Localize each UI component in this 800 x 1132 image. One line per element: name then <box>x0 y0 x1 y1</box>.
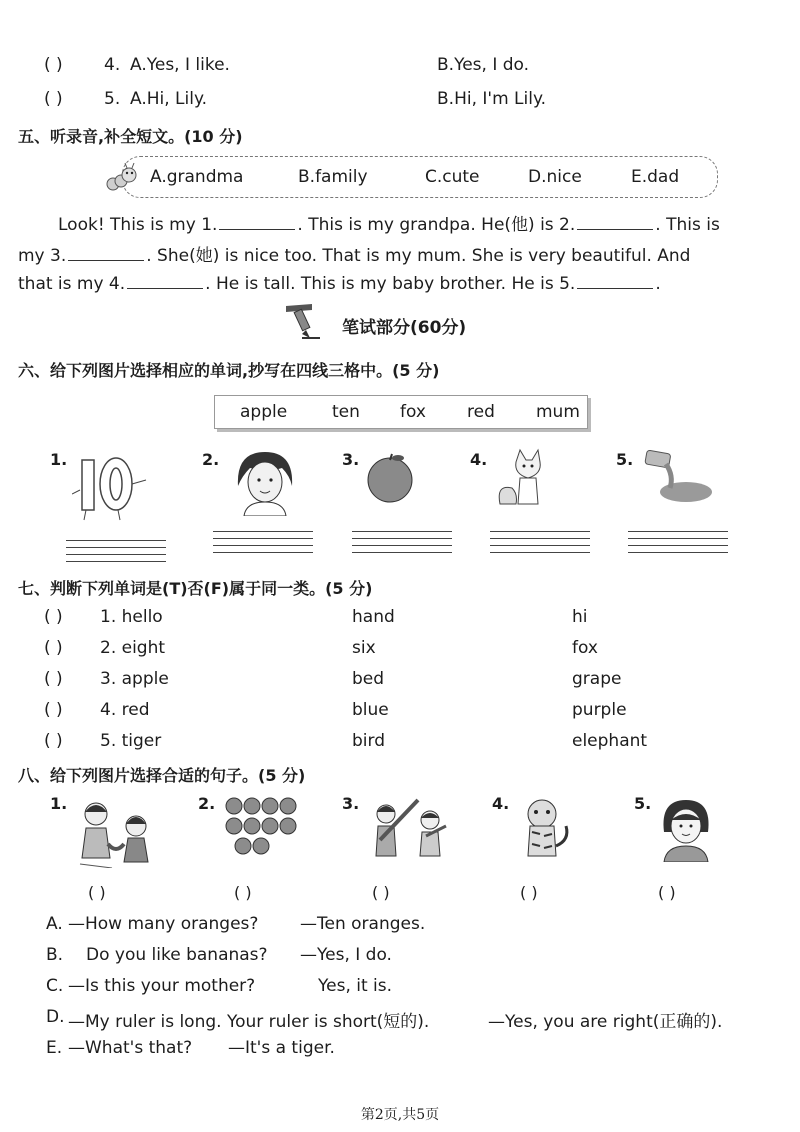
girl-icon <box>656 796 716 862</box>
word: hand <box>352 607 395 627</box>
option-family: B.family <box>298 167 368 187</box>
word: six <box>352 638 376 658</box>
fox-icon <box>496 448 560 508</box>
word: bird <box>352 731 385 751</box>
option-a: A.Hi, Lily. <box>130 89 208 109</box>
word: 2. eight <box>100 638 166 658</box>
sentence-answer: Yes, it is. <box>318 976 393 996</box>
word: 1. hello <box>100 607 163 627</box>
children-bananas-icon <box>72 798 162 868</box>
answer-paren[interactable]: ( ) <box>88 883 106 902</box>
sentence-question: Do you like bananas? <box>86 945 268 965</box>
picture-number: 3. <box>342 794 360 813</box>
blank-2[interactable] <box>577 213 653 230</box>
passage-line-2 <box>18 241 690 266</box>
passage-text: . She(她) is nice too. That is my mum. She is very beautiful. And <box>146 246 691 266</box>
word: 4. red <box>100 700 150 720</box>
option-a: A.Yes, I like. <box>130 55 230 75</box>
word: grape <box>572 669 622 689</box>
picture-number: 5. <box>616 450 634 469</box>
passage-text: my 3. <box>18 246 67 266</box>
writing-lines-5[interactable] <box>628 531 728 559</box>
option-b: B.Hi, I'm Lily. <box>437 89 546 109</box>
sentence-answer: —It's a tiger. <box>228 1038 335 1058</box>
word: hi <box>572 607 588 627</box>
option-label: A. <box>46 914 63 934</box>
option-label: E. <box>46 1038 63 1058</box>
section-5-heading: 五、听录音,补全短文。(10 分) <box>18 127 243 146</box>
sentence-question: —My ruler is long. Your ruler is short(短的). <box>68 1012 430 1032</box>
option-grandma: A.grandma <box>150 167 244 187</box>
red-paint-icon <box>640 448 716 508</box>
passage-text: that is my 4. <box>18 274 126 294</box>
word: 5. tiger <box>100 731 162 751</box>
answer-paren[interactable]: ( ) <box>520 883 538 902</box>
picture-number: 4. <box>492 794 510 813</box>
answer-paren[interactable]: ( ) <box>44 55 63 75</box>
writing-lines-4[interactable] <box>490 531 590 559</box>
passage-text: Look! This is my 1. <box>58 215 218 235</box>
word: blue <box>352 700 389 720</box>
mother-icon <box>230 446 300 516</box>
writing-lines-1[interactable] <box>66 540 166 568</box>
passage-line-3 <box>18 272 661 294</box>
picture-number: 2. <box>202 450 220 469</box>
word-mum: mum <box>536 402 580 422</box>
written-part-title: 笔试部分(60分) <box>342 318 467 338</box>
section-8-heading: 八、给下列图片选择合适的句子。(5 分) <box>18 766 306 785</box>
passage-text: . <box>655 274 661 294</box>
picture-number: 3. <box>342 450 360 469</box>
number-ten-icon <box>72 450 156 522</box>
caterpillar-icon <box>104 160 140 196</box>
sentence-answer: —Yes, you are right(正确的). <box>488 1012 723 1032</box>
option-dad: E.dad <box>631 167 680 187</box>
answer-paren[interactable]: ( ) <box>44 700 63 720</box>
word-ten: ten <box>332 402 360 422</box>
apple-icon <box>364 452 416 504</box>
page-footer: 第2页,共5页 <box>360 1107 440 1123</box>
picture-number: 2. <box>198 794 216 813</box>
option-label: D. <box>46 1007 65 1027</box>
blank-3[interactable] <box>68 244 144 261</box>
sentence-answer: —Ten oranges. <box>300 914 426 934</box>
word: purple <box>572 700 627 720</box>
children-rulers-icon <box>366 796 456 858</box>
answer-paren[interactable]: ( ) <box>44 638 63 658</box>
blank-4[interactable] <box>127 272 203 289</box>
section-7-heading: 七、判断下列单词是(T)否(F)属于同一类。(5 分) <box>18 579 373 598</box>
question-number: 5. <box>104 89 121 109</box>
option-b: B.Yes, I do. <box>437 55 530 75</box>
section-6-heading: 六、给下列图片选择相应的单词,抄写在四线三格中。(5 分) <box>18 361 440 380</box>
passage-line-1 <box>58 210 720 235</box>
answer-paren[interactable]: ( ) <box>44 89 63 109</box>
sentence-answer: —Yes, I do. <box>300 945 392 965</box>
sentence-question: —Is this your mother? <box>68 976 256 996</box>
blank-1[interactable] <box>219 213 295 230</box>
passage-text: . He is tall. This is my baby brother. He is 5. <box>205 274 576 294</box>
word: fox <box>572 638 598 658</box>
sentence-question: —How many oranges? <box>68 914 259 934</box>
picture-number: 1. <box>50 450 68 469</box>
option-label: B. <box>46 945 64 965</box>
passage-text: . This is my grandpa. He(他) is 2. <box>297 215 576 235</box>
answer-paren[interactable]: ( ) <box>658 883 676 902</box>
word-red: red <box>467 402 495 422</box>
word: elephant <box>572 731 648 751</box>
option-nice: D.nice <box>528 167 582 187</box>
answer-paren[interactable]: ( ) <box>372 883 390 902</box>
writing-lines-3[interactable] <box>352 531 452 559</box>
passage-text: . This is <box>655 215 720 235</box>
blank-5[interactable] <box>577 272 653 289</box>
tiger-icon <box>514 796 574 860</box>
writing-lines-2[interactable] <box>213 531 313 559</box>
word-apple: apple <box>240 402 288 422</box>
picture-number: 1. <box>50 794 68 813</box>
question-number: 4. <box>104 55 121 75</box>
word: bed <box>352 669 385 689</box>
oranges-icon <box>222 794 302 858</box>
answer-paren[interactable]: ( ) <box>44 607 63 627</box>
word-fox: fox <box>400 402 426 422</box>
word: 3. apple <box>100 669 169 689</box>
picture-number: 4. <box>470 450 488 469</box>
answer-paren[interactable]: ( ) <box>44 731 63 751</box>
option-label: C. <box>46 976 64 996</box>
option-cute: C.cute <box>425 167 480 187</box>
pencil-icon <box>282 300 322 340</box>
sentence-question: —What's that? <box>68 1038 193 1058</box>
answer-paren[interactable]: ( ) <box>44 669 63 689</box>
answer-paren[interactable]: ( ) <box>234 883 252 902</box>
picture-number: 5. <box>634 794 652 813</box>
